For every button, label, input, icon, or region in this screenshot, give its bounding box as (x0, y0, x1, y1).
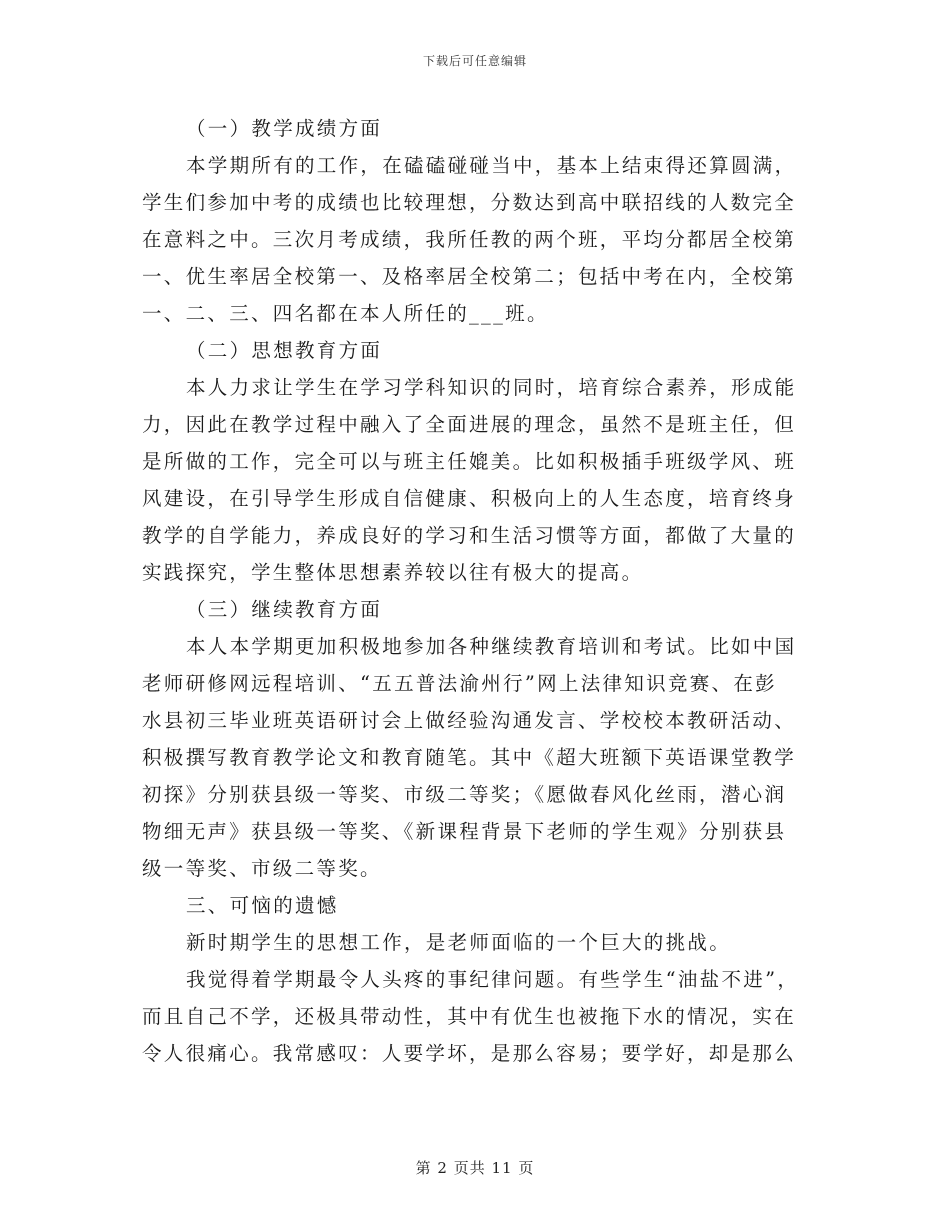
section-heading (142, 887, 802, 924)
text-line: 我觉得着学期最令人头疼的事纪律问题。有些学生“油盐不进”， (186, 968, 800, 991)
text-line: 本人本学期更加积极地参加各种继续教育培训和考试。比如中国 (186, 635, 797, 658)
text-line: 在意料之中。三次月考成绩，我所任教的两个班，平均分都居全校第 (142, 228, 797, 251)
text-line: 老师研修网远程培训、“五五普法渝州行”网上法律知识竞赛、在彭 (142, 672, 777, 695)
paragraph (142, 628, 802, 887)
text-line: 水县初三毕业班英语研讨会上做经验沟通发言、学校校本教研活动、 (142, 709, 797, 732)
section-heading (142, 332, 802, 369)
text-line: 实践探究，学生整体思想素养较以往有极大的提高。 (142, 561, 644, 584)
text-line: 而且自己不学，还极具带动性，其中有优生也被拖下水的情况，实在 (142, 1005, 797, 1028)
text-line: 一、二、三、四名都在本人所任的___班。 (142, 302, 549, 325)
page-header: 下载后可任意编辑 (422, 54, 527, 68)
text-line: 新时期学生的思想工作，是老师面临的一个巨大的挑战。 (186, 931, 732, 954)
paragraph (142, 147, 802, 332)
text-line: （三）继续教育方面 (186, 598, 383, 621)
text-line: 级一等奖、市级二等奖。 (142, 857, 382, 880)
text-line: （一）教学成绩方面 (186, 117, 383, 140)
page-footer: 第 2 页共 11 页 (415, 1159, 535, 1177)
text-line: 教学的自学能力，养成良好的学习和生活习惯等方面，都做了大量的 (142, 524, 797, 547)
section-heading (142, 591, 802, 628)
paragraph (142, 369, 802, 591)
text-line: 积极撰写教育教学论文和教育随笔。其中《超大班额下英语课堂教学 (142, 746, 797, 769)
text-line: 三、可恼的遗憾 (186, 894, 339, 917)
text-line: 物细无声》获县级一等奖、《新课程背景下老师的学生观》分别获县 (142, 820, 787, 843)
text-line: 力，因此在教学过程中融入了全面进展的理念，虽然不是班主任，但 (142, 413, 797, 436)
text-line: 学生们参加中考的成绩也比较理想，分数达到高中联招线的人数完全 (142, 191, 797, 214)
paragraph (142, 924, 802, 961)
text-line: 风建设，在引导学生形成自信健康、积极向上的人生态度，培育终身 (142, 487, 797, 510)
text-line: 是所做的工作，完全可以与班主任媲美。比如积极插手班级学风、班 (142, 450, 797, 473)
text-line: 初探》分别获县级一等奖、市级二等奖；《愿做春风化丝雨，潜心润 (142, 783, 787, 806)
paragraph (142, 961, 802, 1072)
document-body (142, 110, 802, 1072)
text-line: 本人力求让学生在学习学科知识的同时，培育综合素养，形成能 (186, 376, 797, 399)
section-heading (142, 110, 802, 147)
text-line: 一、优生率居全校第一、及格率居全校第二；包括中考在内，全校第 (142, 265, 797, 288)
text-line: 令人很痛心。我常感叹：人要学坏，是那么容易；要学好，却是那么 (142, 1042, 797, 1065)
text-line: （二）思想教育方面 (186, 339, 383, 362)
text-line: 本学期所有的工作，在磕磕碰碰当中，基本上结束得还算圆满， (186, 154, 797, 177)
